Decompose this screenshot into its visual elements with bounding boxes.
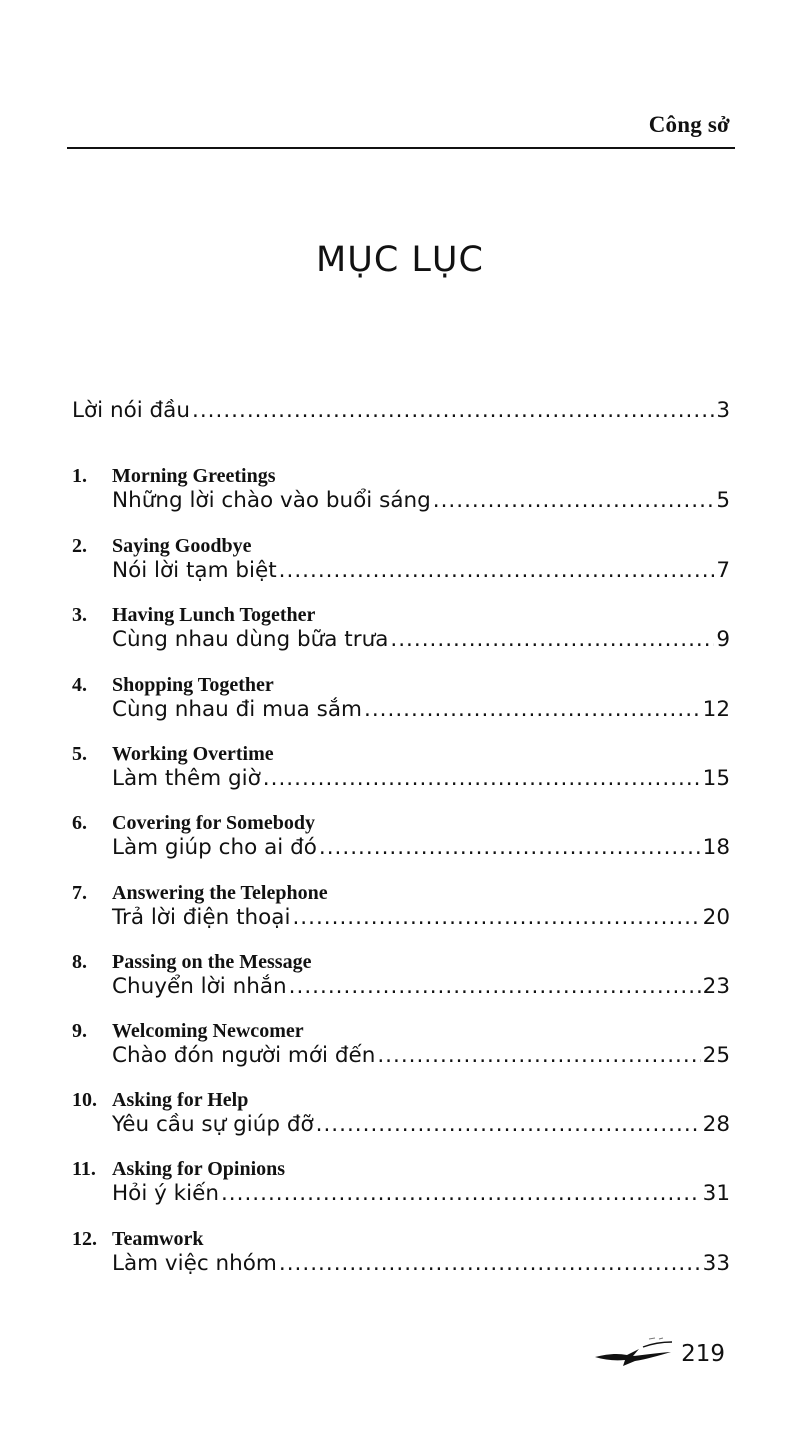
toc-entry-vietnamese-title: Chào đón người mới đến	[112, 1043, 376, 1068]
toc-entry-vietnamese	[112, 974, 730, 1000]
toc-entry-english	[72, 1227, 203, 1251]
toc-entry-number: 4.	[72, 674, 87, 696]
header-rule	[67, 147, 735, 149]
toc-entry-page: 5	[716, 488, 730, 513]
toc-entry-page: 23	[702, 974, 730, 999]
toc-entry-vietnamese	[112, 1181, 730, 1207]
toc-entry-english-title: Asking for Help	[112, 1089, 249, 1111]
toc-entry-vietnamese-title: Chuyển lời nhắn	[112, 974, 287, 999]
toc-entry-vietnamese-title: Hỏi ý kiến	[112, 1181, 219, 1206]
toc-entry-english	[72, 534, 251, 558]
dot-leader	[364, 697, 701, 723]
toc-entry-vietnamese	[112, 488, 730, 514]
dot-leader	[279, 1251, 701, 1277]
toc-entry-page: 12	[702, 697, 730, 722]
toc-entry-english-title: Having Lunch Together	[112, 604, 316, 626]
toc-entry-number: 11.	[72, 1158, 96, 1180]
toc-entry-number: 2.	[72, 535, 87, 557]
toc-entry-english-title: Passing on the Message	[112, 951, 312, 973]
toc-entry-page: 28	[702, 1112, 730, 1137]
dot-leader	[263, 766, 701, 792]
toc-entry-vietnamese-title: Cùng nhau đi mua sắm	[112, 697, 362, 722]
toc-entry-vietnamese	[112, 766, 730, 792]
toc-entry-vietnamese-title: Cùng nhau dùng bữa trưa	[112, 627, 389, 652]
toc-entry-english	[72, 950, 311, 974]
toc-entry-english-title: Welcoming Newcomer	[112, 1020, 304, 1042]
toc-entry-english	[72, 742, 274, 766]
toc-preface-label: Lời nói đầu	[72, 398, 190, 423]
toc-entry-vietnamese-title: Những lời chào vào buổi sáng	[112, 488, 431, 513]
page-number: 219	[681, 1341, 725, 1367]
toc-preface[interactable]	[72, 398, 730, 424]
dot-leader	[390, 627, 714, 653]
toc-entry-number: 12.	[72, 1228, 97, 1250]
dot-leader	[377, 1043, 700, 1069]
page-title: MỤC LỤC	[316, 240, 484, 280]
toc-entry-english-title: Saying Goodbye	[112, 535, 252, 557]
toc-entry-english	[72, 811, 315, 835]
toc-entry-english	[72, 603, 315, 627]
page-footer	[593, 1335, 725, 1373]
toc-entry-english-title: Covering for Somebody	[112, 812, 315, 834]
toc-entry-number: 5.	[72, 743, 87, 765]
toc-entry-number: 1.	[72, 465, 87, 487]
toc-entry-page: 20	[702, 905, 730, 930]
dot-leader	[319, 835, 701, 861]
toc-entry-vietnamese	[112, 835, 730, 861]
toc-entry-page: 9	[716, 627, 730, 652]
toc-entry-number: 9.	[72, 1020, 87, 1042]
toc-entry-number: 10.	[72, 1089, 97, 1111]
toc-entry-number: 7.	[72, 882, 87, 904]
toc-entry-english-title: Answering the Telephone	[112, 882, 328, 904]
toc-entry-page: 15	[702, 766, 730, 791]
dot-leader	[279, 558, 715, 584]
toc-entry-english-title: Shopping Together	[112, 674, 274, 696]
toc-entry-number: 3.	[72, 604, 87, 626]
toc-entry-vietnamese-title: Làm giúp cho ai đó	[112, 835, 317, 860]
toc-entry-vietnamese	[112, 1043, 730, 1069]
toc-entry-page: 31	[702, 1181, 730, 1206]
toc-entry-page: 18	[702, 835, 730, 860]
toc-entry-page: 7	[716, 558, 730, 583]
running-head: Công sở	[648, 112, 730, 137]
toc-entry-vietnamese	[112, 627, 730, 653]
toc-entry-vietnamese-title: Làm thêm giờ	[112, 766, 261, 791]
dot-leader	[192, 398, 714, 424]
toc-entry-vietnamese-title: Nói lời tạm biệt	[112, 558, 277, 583]
toc-entry-english-title: Morning Greetings	[112, 465, 276, 487]
toc-entry-page: 33	[702, 1251, 730, 1276]
dot-leader	[433, 488, 715, 514]
toc-preface-page: 3	[716, 398, 730, 423]
flying-bird-ornament-icon	[593, 1335, 675, 1373]
toc-entry-vietnamese-title: Yêu cầu sự giúp đỡ	[112, 1112, 314, 1137]
toc-entry-vietnamese	[112, 1112, 730, 1138]
toc-entry-english	[72, 464, 276, 488]
toc-entry-number: 8.	[72, 951, 87, 973]
toc-entry-vietnamese	[112, 558, 730, 584]
toc-entry-english	[72, 881, 328, 905]
toc-entry-english	[72, 1088, 248, 1112]
toc-entry-english	[72, 1157, 285, 1181]
toc-entry-vietnamese-title: Làm việc nhóm	[112, 1251, 277, 1276]
toc-entry-number: 6.	[72, 812, 87, 834]
toc-entry-english-title: Working Overtime	[112, 743, 274, 765]
dot-leader	[316, 1112, 701, 1138]
toc-entry-english	[72, 673, 274, 697]
toc-entry-english-title: Teamwork	[112, 1228, 204, 1250]
dot-leader	[292, 905, 700, 931]
dot-leader	[289, 974, 701, 1000]
toc-entry-page: 25	[702, 1043, 730, 1068]
toc-entry-vietnamese	[112, 1251, 730, 1277]
toc-entry-english	[72, 1019, 304, 1043]
dot-leader	[221, 1181, 701, 1207]
toc-entry-vietnamese-title: Trả lời điện thoại	[112, 905, 291, 930]
toc-entry-vietnamese	[112, 905, 730, 931]
toc-entry-vietnamese	[112, 697, 730, 723]
toc-entry-english-title: Asking for Opinions	[112, 1158, 286, 1180]
